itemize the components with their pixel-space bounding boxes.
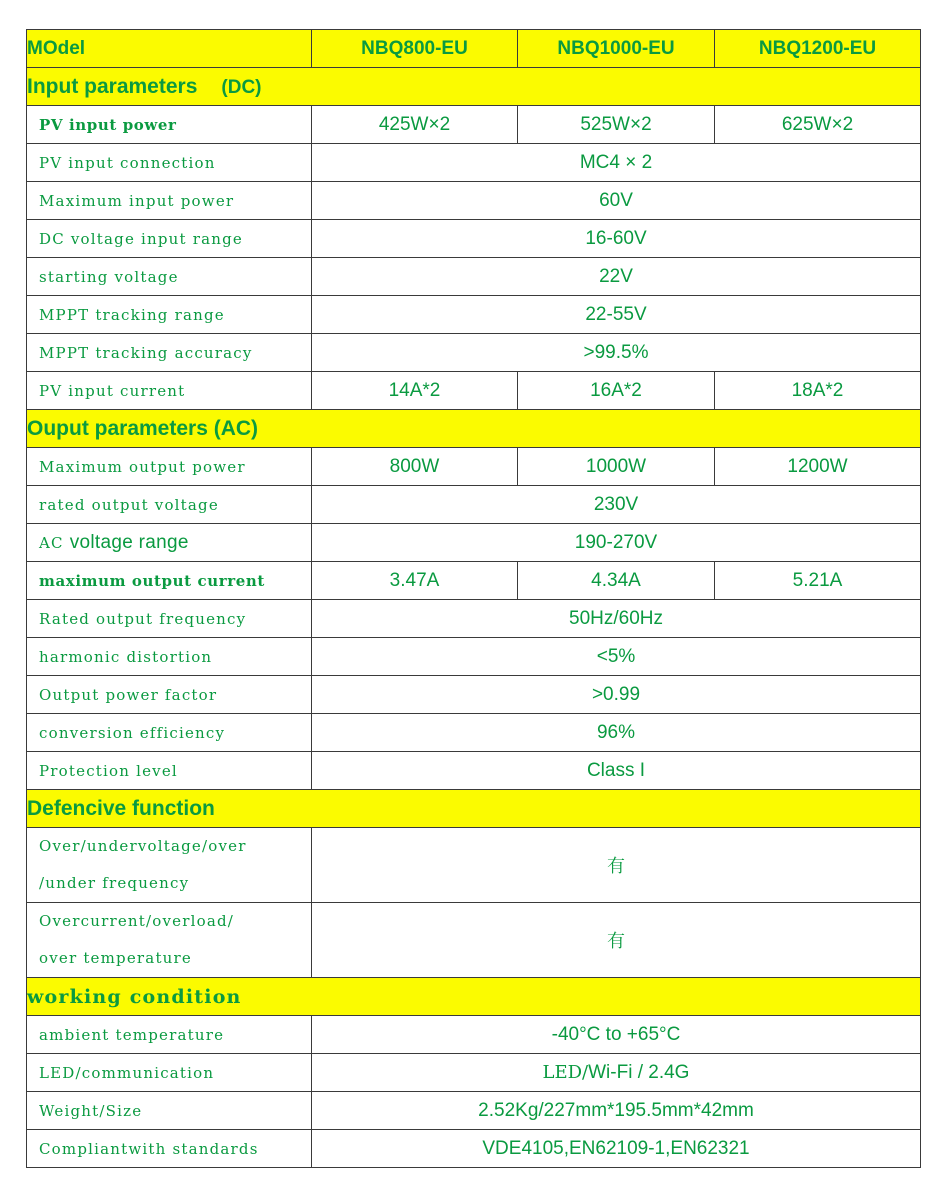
label-harmonic-distortion: harmonic distortion bbox=[27, 638, 312, 676]
model-nbq1000: NBQ1000-EU bbox=[518, 30, 715, 68]
row-mppt-accuracy bbox=[27, 334, 921, 372]
row-dc-voltage-range bbox=[27, 220, 921, 258]
label-dc-voltage-range: DC voltage input range bbox=[27, 220, 312, 258]
label-rated-output-frequency: Rated output frequency bbox=[27, 600, 312, 638]
section-output-parameters bbox=[27, 410, 921, 448]
label-max-output-power: Maximum output power bbox=[27, 448, 312, 486]
row-rated-output-frequency bbox=[27, 600, 921, 638]
row-weight-size bbox=[27, 1092, 921, 1130]
value-voltage-frequency-protection: 有 bbox=[312, 828, 921, 903]
row-ambient-temperature bbox=[27, 1016, 921, 1054]
value-max-output-current-1000: 4.34A bbox=[518, 562, 715, 600]
label-weight-size: Weight/Size bbox=[27, 1092, 312, 1130]
label-ac-voltage-range-suffix: voltage range bbox=[69, 531, 189, 553]
row-starting-voltage bbox=[27, 258, 921, 296]
value-pv-input-current-800: 14A*2 bbox=[312, 372, 518, 410]
value-ambient-temperature: -40°C to +65°C bbox=[312, 1016, 921, 1054]
row-conversion-efficiency bbox=[27, 714, 921, 752]
row-standards bbox=[27, 1130, 921, 1168]
value-max-output-current-800: 3.47A bbox=[312, 562, 518, 600]
row-ac-voltage-range bbox=[27, 524, 921, 562]
label-mppt-accuracy: MPPT tracking accuracy bbox=[27, 334, 312, 372]
row-led-communication bbox=[27, 1054, 921, 1092]
label-max-output-current: maximum output current bbox=[27, 562, 312, 600]
label-starting-voltage: starting voltage bbox=[27, 258, 312, 296]
value-pv-input-power-1200: 625W×2 bbox=[715, 106, 921, 144]
label-current-overload-line1: Overcurrent/overload/ bbox=[39, 912, 235, 930]
row-pv-input-current bbox=[27, 372, 921, 410]
label-ambient-temperature: ambient temperature bbox=[27, 1016, 312, 1054]
label-rated-output-voltage: rated output voltage bbox=[27, 486, 312, 524]
value-starting-voltage: 22V bbox=[312, 258, 921, 296]
section-defensive-title: Defencive function bbox=[27, 790, 921, 828]
row-protection-level bbox=[27, 752, 921, 790]
row-pv-input-connection bbox=[27, 144, 921, 182]
value-standards: VDE4105,EN62109-1,EN62321 bbox=[312, 1130, 921, 1168]
label-voltage-frequency-line1: Over/undervoltage/over bbox=[39, 837, 247, 855]
label-max-input-power: Maximum input power bbox=[27, 182, 312, 220]
row-rated-output-voltage bbox=[27, 486, 921, 524]
section-input-parameters bbox=[27, 68, 921, 106]
row-max-output-power bbox=[27, 448, 921, 486]
value-max-input-power: 60V bbox=[312, 182, 921, 220]
label-pv-input-current: PV input current bbox=[27, 372, 312, 410]
section-input-title-text: Input parameters bbox=[27, 74, 198, 98]
value-wifi: Wi-Fi / 2.4G bbox=[588, 1061, 690, 1083]
spec-table bbox=[26, 29, 921, 1168]
section-input-unit: (DC) bbox=[221, 76, 262, 98]
value-pv-input-current-1200: 18A*2 bbox=[715, 372, 921, 410]
row-current-overload-protection bbox=[27, 903, 921, 978]
label-ac-voltage-range bbox=[27, 524, 312, 562]
value-max-output-power-800: 800W bbox=[312, 448, 518, 486]
value-max-output-power-1200: 1200W bbox=[715, 448, 921, 486]
row-output-power-factor bbox=[27, 676, 921, 714]
model-nbq800: NBQ800-EU bbox=[312, 30, 518, 68]
label-ac-voltage-range-prefix: AC bbox=[39, 533, 64, 552]
value-output-power-factor: >0.99 bbox=[312, 676, 921, 714]
label-protection-level: Protection level bbox=[27, 752, 312, 790]
value-rated-output-voltage: 230V bbox=[312, 486, 921, 524]
label-output-power-factor: Output power factor bbox=[27, 676, 312, 714]
section-defensive-function bbox=[27, 790, 921, 828]
model-nbq1200: NBQ1200-EU bbox=[715, 30, 921, 68]
label-conversion-efficiency: conversion efficiency bbox=[27, 714, 312, 752]
label-voltage-frequency-line2: /under frequency bbox=[39, 874, 190, 892]
section-working-condition bbox=[27, 978, 921, 1016]
section-input-title bbox=[27, 68, 921, 106]
value-pv-input-connection: MC4 × 2 bbox=[312, 144, 921, 182]
section-output-title: Ouput parameters (AC) bbox=[27, 410, 921, 448]
label-voltage-frequency-protection bbox=[27, 828, 312, 903]
row-voltage-frequency-protection bbox=[27, 828, 921, 903]
section-working-title: working condition bbox=[27, 978, 921, 1016]
model-label: MOdel bbox=[27, 30, 312, 68]
value-pv-input-power-1000: 525W×2 bbox=[518, 106, 715, 144]
value-current-overload-protection: 有 bbox=[312, 903, 921, 978]
value-rated-output-frequency: 50Hz/60Hz bbox=[312, 600, 921, 638]
value-pv-input-current-1000: 16A*2 bbox=[518, 372, 715, 410]
label-pv-input-power: PV input power bbox=[27, 106, 312, 144]
value-pv-input-power-800: 425W×2 bbox=[312, 106, 518, 144]
value-conversion-efficiency: 96% bbox=[312, 714, 921, 752]
value-harmonic-distortion: <5% bbox=[312, 638, 921, 676]
value-max-output-power-1000: 1000W bbox=[518, 448, 715, 486]
label-pv-input-connection: PV input connection bbox=[27, 144, 312, 182]
value-protection-level: Class I bbox=[312, 752, 921, 790]
label-mppt-range: MPPT tracking range bbox=[27, 296, 312, 334]
row-max-input-power bbox=[27, 182, 921, 220]
label-current-overload-line2: over temperature bbox=[39, 949, 192, 967]
value-led-prefix: LED/ bbox=[542, 1061, 589, 1083]
value-dc-voltage-range: 16-60V bbox=[312, 220, 921, 258]
label-led-communication: LED/communication bbox=[27, 1054, 312, 1092]
row-pv-input-power bbox=[27, 106, 921, 144]
value-ac-voltage-range: 190-270V bbox=[312, 524, 921, 562]
value-max-output-current-1200: 5.21A bbox=[715, 562, 921, 600]
value-weight-size: 2.52Kg/227mm*195.5mm*42mm bbox=[312, 1092, 921, 1130]
label-standards: Compliantwith standards bbox=[27, 1130, 312, 1168]
model-header-row bbox=[27, 30, 921, 68]
value-led-communication bbox=[312, 1054, 921, 1092]
row-max-output-current bbox=[27, 562, 921, 600]
label-current-overload-protection bbox=[27, 903, 312, 978]
row-harmonic-distortion bbox=[27, 638, 921, 676]
value-mppt-range: 22-55V bbox=[312, 296, 921, 334]
row-mppt-range bbox=[27, 296, 921, 334]
value-mppt-accuracy: >99.5% bbox=[312, 334, 921, 372]
